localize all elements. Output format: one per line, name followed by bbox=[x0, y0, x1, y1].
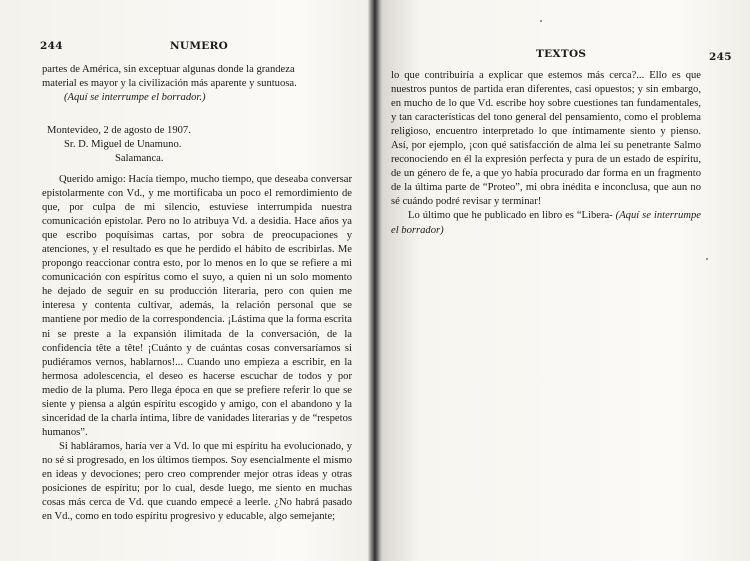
interruption-note-left: (Aquí se interrumpe el borrador.) bbox=[64, 92, 206, 104]
date-line: Montevideo, 2 de agosto de 1907. bbox=[47, 125, 191, 136]
running-head-right: TEXTOS bbox=[536, 48, 587, 60]
paragraph-final bbox=[391, 209, 701, 237]
top-line: material es mayor y la civilización más aparente y suntuosa. bbox=[42, 78, 297, 90]
final-line: Lo último que he publicado en libro es “Libera- bbox=[408, 210, 613, 222]
place-line: Salamanca. bbox=[115, 153, 164, 164]
recipient-line: Sr. D. Miguel de Unamuno. bbox=[64, 139, 182, 150]
left-page bbox=[0, 0, 373, 561]
interruption-note-right: (Aquí se interrumpe el borrador) bbox=[391, 210, 701, 236]
paper-speck bbox=[540, 20, 542, 22]
continuation-text bbox=[42, 63, 352, 105]
letter-body bbox=[42, 173, 352, 524]
letter-heading bbox=[47, 124, 191, 166]
running-head-left: NUMERO bbox=[170, 40, 229, 52]
paragraph: Querido amigo: Hacía tiempo, mucho tiempo, que deseaba conversar epistolarmente con Vd., y me mortificaba un poco el remordimiento de que, por culpa de mi silencio, estuviese interrumpida nuestra comunicación epistolar. Pero no lo atribuya Vd. a desidia. Hace años ya que escribo poquísimas cartas, por sobra de preocupaciones y atenciones, y el resultado es que he perdido el hábito de escribirlas. Me propongo reaccionar contra esto, por lo menos en lo que se refiere a mi comunicación con espíritus como el suyo, a quien ni un solo momento he dejado de seguir en su producción literaria, pero con quien me interesa y contenta cultivar, además, la relación personal que se mantiene por medio de la correspondencia. ¡Lástima que la forma escrita ni se preste a la expansión ilimitada de la conversación, de la confidencia tête a tête! ¡Cuánto y de cuántas cosas conversaríamos si pudiéramos vernos, hablarnos!... Cuando uno empieza a escribir, en la hermosa adolescencia, el deseo es hacerse escuchar de todos y por medio de la pluma. Pero llega época en que se prefiere referir lo que se siente y piensa a algún espíritu escogido y amigo, con el abandono y la sinceridad de la charla íntima, libre de vanidades literarias y de “respetos humanos”. bbox=[42, 174, 352, 438]
page-number-left: 244 bbox=[40, 40, 63, 52]
letter-continuation bbox=[391, 69, 701, 238]
top-line: partes de América, sin exceptuar algunas donde la grandeza bbox=[42, 64, 295, 75]
page-number-right: 245 bbox=[709, 51, 732, 63]
paper-speck bbox=[706, 258, 708, 260]
paragraph: Si habláramos, haría ver a Vd. lo que mi espíritu ha evolucionado, y no sé si progresado, en los últimos tiempos. Soy esencialmente el mismo en ideas y devociones; pero creo comprender mejor otras ideas y otras posiciones de espíritu; por lo cual, desde luego, me siento en muchas cosas más cerca de Vd. que cuando empecé a leerle. ¿No habrá pasado en Vd., como en todo espíritu progresivo y educable, algo semejante; bbox=[42, 440, 352, 523]
paragraph: lo que contribuiría a explicar que estemos más cerca?... Ello es que nuestros puntos de partida eran diferentes, casi opuestos; y sin embargo, en mucho de lo que Vd. escribe hoy sobre cuestiones tan fundamentales, y tan características del tono general del pensamiento, como el problema religioso, encuentro interpretado lo que íntimamente siento y pienso. Así, por ejemplo, ¡con qué satisfacción de alma leí su penetrante Salmo reconociendo en él la expresión perfecta y pura de un estado de espíritu, de un género de fe, a que yo había procurado dar forma en un fragmento de la última parte de “Proteo”, mi obra inédita e inconclusa, que aun no sé cuándo podré revisar y terminar! bbox=[391, 70, 701, 208]
right-page bbox=[377, 0, 750, 561]
